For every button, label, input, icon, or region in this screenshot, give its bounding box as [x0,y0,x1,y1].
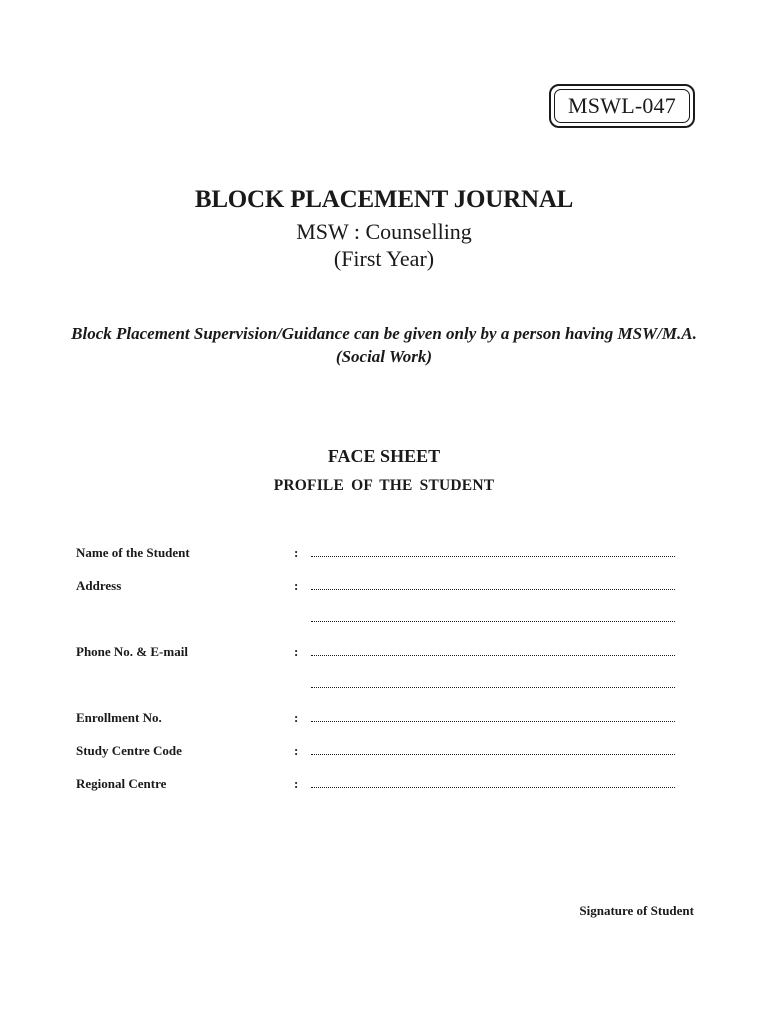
phone-email-field-line-2[interactable] [311,685,675,688]
enrollment-field[interactable] [311,719,675,722]
name-field[interactable] [311,554,675,557]
course-code-box [549,84,695,128]
address-field-line-2[interactable] [311,619,675,622]
program-subtitle: MSW : Counselling [296,219,472,244]
study-centre-label: Study Centre Code [76,743,182,758]
year-subtitle: (First Year) [333,246,435,271]
phone-email-field[interactable] [311,653,675,656]
name-colon: : [294,545,299,560]
face-sheet-heading: FACE SHEET [327,446,441,466]
address-label: Address [76,578,122,593]
phone-email-colon: : [294,644,299,659]
signature-label: Signature of Student [579,903,694,918]
phone-email-label: Phone No. & E-mail [76,644,188,659]
enrollment-colon: : [294,710,299,725]
regional-centre-colon: : [294,776,299,791]
enrollment-label: Enrollment No. [76,710,162,725]
address-colon: : [294,578,299,593]
supervision-note: Block Placement Supervision/Guidance can be given only by a person having MSW/M.A. (Social Work) [71,324,697,366]
address-field[interactable] [311,587,675,590]
profile-heading: PROFILE OF THE STUDENT [273,477,495,494]
study-centre-colon: : [294,743,299,758]
journal-title: BLOCK PLACEMENT JOURNAL [194,186,574,213]
regional-centre-label: Regional Centre [76,776,167,791]
name-label: Name of the Student [76,545,190,560]
study-centre-field[interactable] [311,752,675,755]
course-code: MSWL-047 [568,93,676,118]
regional-centre-field[interactable] [311,785,675,788]
